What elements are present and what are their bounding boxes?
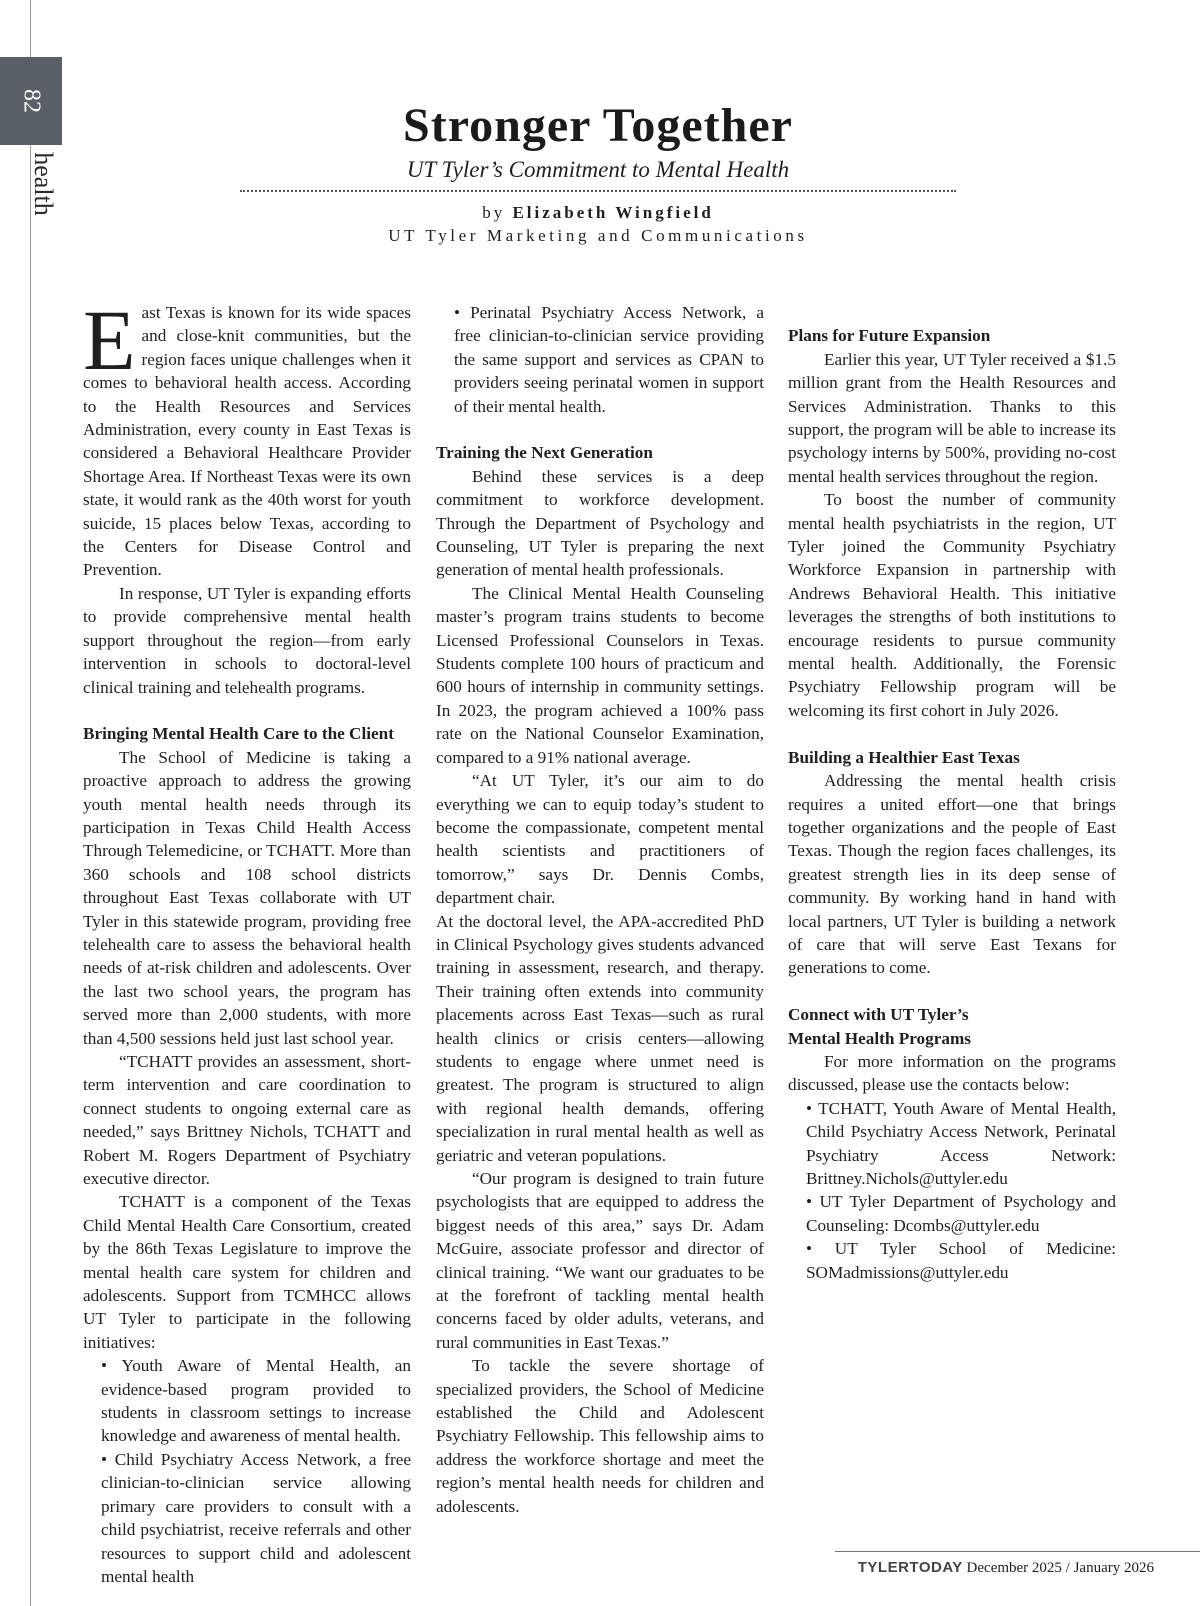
column-1 xyxy=(83,292,411,1588)
paragraph: The Clinical Mental Health Counseling master’s program trains students to become Licensed Professional Counselors in Texas. Students complete 100 hours of practicum and 600 hours of internship in community settings. In 2023, the program achieved a 100% pass rate on the National Counselor Examination, compared to a 91% national average. xyxy=(436,583,764,767)
paragraph: For more information on the programs discussed, please use the contacts below: xyxy=(788,1051,1116,1095)
magazine-name: TYLERTODAY xyxy=(857,1559,963,1576)
subheading-connect xyxy=(788,1003,1116,1050)
subheading-building: Building a Healthier East Texas xyxy=(788,747,1020,767)
footer-rule xyxy=(835,1551,1200,1552)
contact-item: • TCHATT, Youth Aware of Mental Health, Child Psychiatry Access Network, Perinatal Psychiatry Access Network: Brittney.Nichols@uttyler.edu xyxy=(806,1098,1116,1188)
paragraph: “TCHATT provides an assessment, short-term intervention and care coordination to connect students to ongoing external care as needed,” says Brittney Nichols, TCHATT and Robert M. Rogers Department of Psychiatry executive director. xyxy=(83,1051,411,1189)
article-subtitle: UT Tyler’s Commitment to Mental Health xyxy=(406,157,790,182)
paragraph: To boost the number of community mental health psychiatrists in the region, UT Tyler joined the Community Psychiatry Workforce Expansion in partnership with Andrews Behavioral Health. This initiative leverages the strengths of both institutions to encourage residents to pursue community mental health. Additionally, the Forensic Psychiatry Fellowship program will be welcoming its first cohort in July 2026. xyxy=(788,490,1116,720)
subheading-bringing-care: Bringing Mental Health Care to the Client xyxy=(83,724,394,744)
drop-cap: E xyxy=(83,292,136,388)
paragraph: To tackle the severe shortage of specialized providers, the School of Medicine established the Child and Adolescent Psychiatry Fellowship. This fellowship aims to address the workforce shortage and meet the region’s mental health needs for children and adolescents. xyxy=(436,1356,764,1516)
byline xyxy=(240,202,956,224)
bullet-item: • Youth Aware of Mental Health, an evidence-based program provided to students in classroom settings to increase knowledge and awareness of mental health. xyxy=(101,1356,411,1446)
column-3 xyxy=(788,301,1116,1284)
paragraph: Behind these services is a deep commitment to workforce development. Through the Department of Psychology and Counseling, UT Tyler is preparing the next generation of mental health professionals. xyxy=(436,466,764,580)
bullet-item: • Perinatal Psychiatry Access Network, a free clinician-to-clinician service providing the same support and services as CPAN to providers seeing perinatal women in support of their mental health. xyxy=(454,303,764,416)
subheading-connect-line-1: Connect with UT Tyler’s xyxy=(788,1005,969,1025)
contact-item: • UT Tyler School of Medicine: SOMadmissions@uttyler.edu xyxy=(806,1239,1116,1282)
bullet-item: • Child Psychiatry Access Network, a free clinician-to-clinician service allowing primary care providers to consult with a child psychiatrist, receive referrals and other resources to support child and adolescent mental health xyxy=(101,1449,411,1586)
paragraph: Earlier this year, UT Tyler received a $1.5 million grant from the Health Resources and Services Administration. Thanks to this support, the program will be able to increase its psychology interns by 500%, providing no-cost mental health services throughout the region. xyxy=(788,349,1116,486)
page-footer xyxy=(858,1559,1154,1577)
paragraph: Addressing the mental health crisis requires a united effort—one that brings together organizations and the people of East Texas. Though the region faces challenges, its greatest strength lies in its deep sense of community. By working hand in hand with local partners, UT Tyler is building a network of care that will serve East Texans for generations to come. xyxy=(788,771,1116,978)
section-label: health xyxy=(29,152,58,216)
left-margin-rule xyxy=(30,0,31,1606)
dotted-divider xyxy=(240,190,956,192)
article-header xyxy=(240,96,956,248)
paragraph: “At UT Tyler, it’s our aim to do everything we can to equip today’s student to become the compassionate, competent mental health scientists and practitioners of tomorrow,” says Dr. Dennis Combs, department chair. xyxy=(436,771,764,908)
paragraph: At the doctoral level, the APA-accredited PhD in Clinical Psychology gives students advanced training in assessment, research, and therapy. Their training often extends into community placements across East Texas—such as rural health clinics or crisis centers—allowing students to engage where unmet need is greatest. The program is structured to align with regional health demands, offering specialization in rural mental health as well as geriatric and veteran populations. xyxy=(436,911,764,1165)
paragraph: In response, UT Tyler is expanding efforts to provide comprehensive mental health support throughout the region—from early intervention in schools to doctoral-level clinical training and telehealth programs. xyxy=(83,583,411,697)
intro-paragraph xyxy=(83,292,411,582)
issue-date: December 2025 / January 2026 xyxy=(966,1560,1154,1576)
subheading-plans: Plans for Future Expansion xyxy=(788,326,991,346)
author-name: Elizabeth Wingfield xyxy=(512,203,714,222)
page-number: 82 xyxy=(18,89,45,113)
paragraph: The School of Medicine is taking a proactive approach to address the growing youth mental health needs through its participation in Texas Child Health Access Through Telemedicine, or TCHATT. More than 360 schools and 108 school districts throughout East Texas collaborate with UT Tyler in this statewide program, providing free telehealth care to assess the behavioral health needs of at-risk children and adolescents. Over the last two school years, the program has served more than 2,000 students, with more than 4,500 sessions held just last school year. xyxy=(83,747,411,1048)
column-2 xyxy=(436,301,764,1518)
author-affiliation: UT Tyler Marketing and Communications xyxy=(388,226,808,245)
subheading-training: Training the Next Generation xyxy=(436,443,653,463)
paragraph: TCHATT is a component of the Texas Child Mental Health Care Consortium, created by the 86th Texas Legislature to improve the mental health care system for children and adolescents. Support from TCMHCC allows UT Tyler to participate in the following initiatives: xyxy=(83,1192,411,1352)
intro-text: ast Texas is known for its wide spaces and close-knit communities, but the region faces unique challenges when it comes to behavioral health access. According to the Health Resources and Services Administration, every county in East Texas is considered a Behavioral Healthcare Provider Shortage Area. If Northeast Texas were its own state, it would rank as the 40th worst for youth suicide, 15 places below Texas, according to the Centers for Disease Control and Prevention. xyxy=(83,303,411,580)
paragraph: “Our program is designed to train future psychologists that are equipped to address the biggest needs of this area,” says Dr. Adam McGuire, associate professor and director of clinical training. “We want our graduates to be at the forefront of tackling mental health concerns faced by older adults, veterans, and rural communities in East Texas.” xyxy=(436,1169,764,1352)
subheading-connect-line-2: Mental Health Programs xyxy=(788,1028,971,1048)
contact-item: • UT Tyler Department of Psychology and Counseling: Dcombs@uttyler.edu xyxy=(806,1192,1116,1235)
byline-by: by xyxy=(482,203,506,222)
article-title: Stronger Together xyxy=(403,99,793,152)
